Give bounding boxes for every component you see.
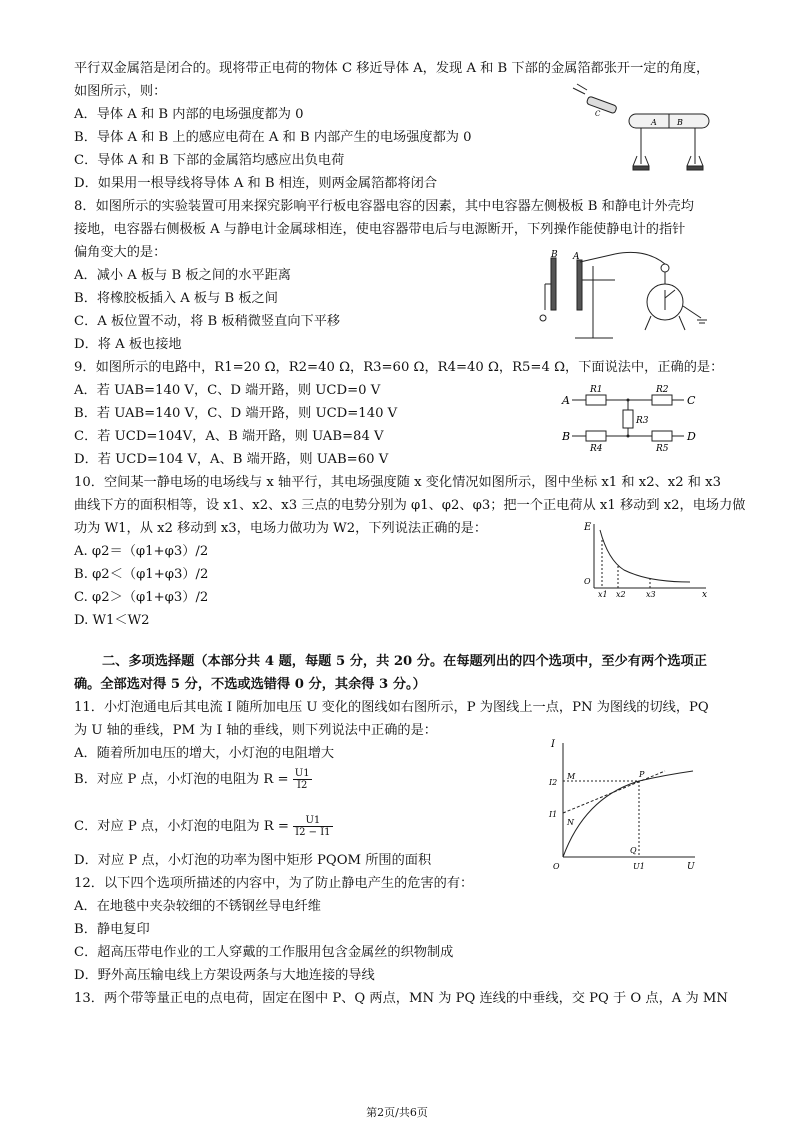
q8-stem-line-3: 偏角变大的是：: [74, 245, 167, 260]
figure-conductors: [565, 80, 725, 180]
q11-option-b-numerator: U1: [294, 768, 310, 779]
section2-header-line-2: 确。全部选对得 5 分，不选或选错得 0 分，其余得 3 分。）: [74, 677, 426, 692]
q10-option-d: D. W1＜W2: [74, 613, 150, 628]
circuit-label-r3: R3: [636, 416, 649, 426]
q9-option-b: B．若 UAB=140 V，C、D 端开路，则 UCD=140 V: [74, 406, 398, 421]
q8-option-a: A．减小 A 板与 B 板之间的水平距离: [74, 268, 291, 283]
q10-option-b: B. φ2＜（φ1+φ3）/2: [74, 567, 209, 582]
q7-option-d: D．如果用一根导线将导体 A 和 B 相连，则两金属箔都将闭合: [74, 176, 438, 191]
q12-option-a: A．在地毯中夹杂较细的不锈钢丝导电纤维: [74, 899, 321, 914]
q11-option-c: [74, 815, 333, 838]
q9-option-a: A．若 UAB=140 V，C、D 端开路，则 UCD=0 V: [74, 383, 381, 398]
q8-option-d: D．将 A 板也接地: [74, 337, 182, 352]
figure-circuit: [560, 380, 710, 452]
circuit-label-c: C: [687, 394, 696, 407]
fig7-label-a: A: [651, 118, 657, 127]
q12-option-c: C．超高压带电作业的工人穿戴的工作服用包含金属丝的织物制成: [74, 945, 454, 960]
q11-option-b: [74, 768, 312, 791]
figure-capacitor-electrometer: [525, 250, 725, 350]
fig7-label-c: C: [595, 110, 601, 118]
q8-option-c: C．A 板位置不动，将 B 板稍微竖直向下平移: [74, 314, 341, 329]
graph10-label-x1: x1: [598, 590, 608, 599]
q10-option-c: C. φ2＞（φ1+φ3）/2: [74, 590, 209, 605]
q11-option-b-fraction: [293, 768, 312, 791]
figure-e-x-graph: [578, 518, 712, 600]
q11-stem-line-2: 为 U 轴的垂线，PM 为 I 轴的垂线，则下列说法中正确的是：: [74, 723, 437, 738]
graph11-label-n: N: [567, 818, 574, 827]
circuit-label-r5: R5: [656, 444, 669, 452]
graph11-label-i: I: [551, 739, 555, 750]
q11-option-d: D．对应 P 点，小灯泡的功率为图中矩形 PQOM 所围的面积: [74, 853, 432, 868]
fig8-label-b: B: [551, 250, 558, 260]
circuit-label-b: B: [562, 430, 571, 443]
circuit-label-a: A: [562, 394, 570, 407]
graph11-label-u: U: [687, 862, 695, 872]
q12-option-b: B．静电复印: [74, 922, 150, 937]
graph11-label-o: O: [553, 862, 560, 871]
graph10-label-e: E: [584, 522, 592, 533]
q11-option-b-prefix: B．对应 P 点，小灯泡的电阻为 R =: [74, 772, 289, 787]
q11-option-c-numerator: U1: [293, 815, 332, 827]
q8-option-b: B．将橡胶板插入 A 板与 B 板之间: [74, 291, 278, 306]
q7-option-c: C．导体 A 和 B 下部的金属箔均感应出负电荷: [74, 153, 345, 168]
q11-option-c-fraction: [293, 815, 332, 838]
q7-stem-line-2: 如图所示，则：: [74, 84, 167, 99]
q7-option-b: B．导体 A 和 B 上的感应电荷在 A 和 B 内部产生的电场强度都为 0: [74, 130, 472, 145]
fig8-label-a: A: [573, 252, 580, 262]
graph10-label-x2: x2: [616, 590, 626, 599]
graph11-label-q: Q: [630, 846, 637, 855]
figure-i-u-graph: [545, 735, 705, 877]
q8-stem-line-1: 8．如图所示的实验装置可用来探究影响平行板电容器电容的因素，其中电容器左侧极板 B 和静电计外壳均: [74, 199, 694, 214]
page-footer: 第2页/共6页: [366, 1106, 428, 1119]
q13-stem: 13．两个带等量正电的点电荷，固定在图中 P、Q 两点，MN 为 PQ 连线的中垂线，交 PQ 于 O 点，A 为 MN: [74, 991, 728, 1006]
circuit-label-r2: R2: [656, 385, 669, 395]
graph11-label-u1: U1: [633, 862, 645, 871]
q11-option-c-denominator: I2 − I1: [295, 827, 331, 838]
q9-stem: 9．如图所示的电路中，R1=20 Ω，R2=40 Ω，R3=60 Ω，R4=40 Ω，R5=4 Ω，下面说法中，正确的是：: [74, 360, 724, 375]
q11-option-c-prefix: C．对应 P 点，小灯泡的电阻为 R =: [74, 819, 289, 834]
q7-option-a: A．导体 A 和 B 内部的电场强度都为 0: [74, 107, 304, 122]
q10-stem-line-2: 曲线下方的面积相等，设 x1、x2、x3 三点的电势分别为 φ1、φ2、φ3；把一个正电荷从 x1 移动到 x2，电场力做: [74, 498, 746, 513]
q10-option-a: A. φ2＝（φ1+φ3）/2: [74, 544, 209, 559]
graph11-label-i2: I2: [549, 778, 558, 787]
graph10-label-x: x: [702, 590, 708, 600]
q11-option-a: A．随着所加电压的增大，小灯泡的电阻增大: [74, 746, 335, 761]
fig7-label-b: B: [677, 118, 683, 127]
circuit-label-r1: R1: [590, 385, 603, 395]
q7-stem-line-1: 平行双金属箔是闭合的。现将带正电荷的物体 C 移近导体 A，发现 A 和 B 下部的金属箔都张开一定的角度，: [74, 61, 710, 76]
q12-option-d: D．野外高压输电线上方架设两条与大地连接的导线: [74, 968, 375, 983]
graph11-label-p: P: [639, 770, 645, 779]
q10-stem-line-3: 功为 W1，从 x2 移动到 x3，电场力做功为 W2，下列说法正确的是：: [74, 521, 488, 536]
q10-stem-line-1: 10．空间某一静电场的电场线与 x 轴平行，其电场强度随 x 变化情况如图所示，图中坐标 x1 和 x2、x2 和 x3: [74, 475, 722, 490]
graph10-label-o: O: [584, 577, 591, 586]
graph11-label-i1: I1: [549, 810, 558, 819]
q9-option-d: D．若 UCD=104 V，A、B 端开路，则 UAB=60 V: [74, 452, 389, 467]
q11-stem-line-1: 11．小灯泡通电后其电流 I 随所加电压 U 变化的图线如右图所示，P 为图线上一点，PN 为图线的切线，PQ: [74, 700, 709, 715]
q8-stem-line-2: 接地，电容器右侧极板 A 与静电计金属球相连，使电容器带电后与电源断开，下列操作能使静电计的指针: [74, 222, 686, 237]
circuit-label-r4: R4: [590, 444, 603, 452]
q11-option-b-denominator: I2: [297, 780, 308, 791]
graph11-label-m: M: [567, 772, 576, 781]
graph10-label-x3: x3: [646, 590, 656, 599]
q9-option-c: C．若 UCD=104V，A、B 端开路，则 UAB=84 V: [74, 429, 384, 444]
section2-header-line-1: 二、多项选择题（本部分共 4 题，每题 5 分，共 20 分。在每题列出的四个选项中，至少有两个选项正: [102, 654, 707, 669]
circuit-label-d: D: [687, 430, 696, 443]
q12-stem: 12．以下四个选项所描述的内容中，为了防止静电产生的危害的有：: [74, 876, 474, 891]
